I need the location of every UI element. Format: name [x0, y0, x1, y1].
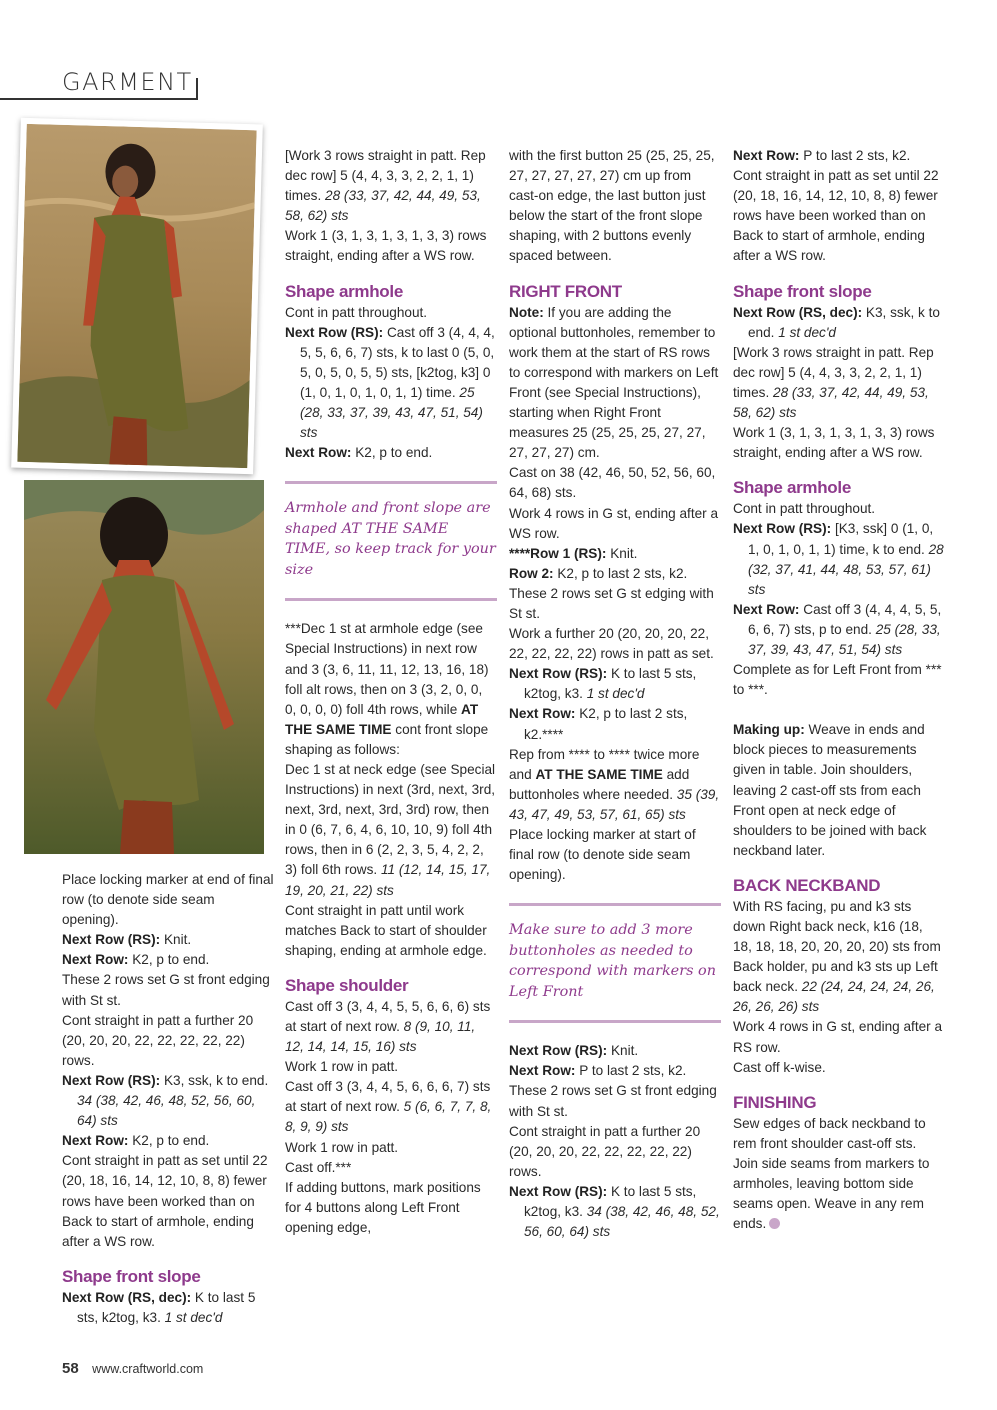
paragraph: Cast off k-wise.: [733, 1059, 826, 1075]
paragraph: Next Row: K2, p to end.: [285, 445, 433, 461]
paragraph: [Work 3 rows straight in patt. Rep dec row] 5 (4, 4, 3, 3, 2, 2, 1, 1) times. 28 (33, 37, 42, 44, 49, 53, 58, 62) sts: [733, 344, 934, 421]
header-rule: [0, 98, 198, 100]
paragraph: Dec 1 st at neck edge (see Special Instructions) in next (3rd, next, 3rd, next, 3rd, next, 3rd, 3rd) row, then in 0 (6, 7, 6, 4, 6, 10, 10, 9) foll 4th rows, then in 6 (2, 2, 3, 5, 4, 2, 2, 3) foll 6th rows. 11 (12, 14, 15, 17, 19, 20, 21, 22) sts: [285, 761, 496, 898]
paragraph: Sew edges of back neckband to rem front shoulder cast-off sts. Join side seams from markers to armholes, leaving bottom side seams open. Weave in any rem ends.: [733, 1115, 930, 1232]
heading-shape-armhole: Shape armhole: [285, 281, 403, 301]
heading-shape-front-slope: Shape front slope: [733, 281, 872, 301]
paragraph: Next Row: P to last 2 sts, k2.: [509, 1063, 687, 1079]
paragraph: Next Row: K2, p to end.: [62, 1133, 210, 1149]
paragraph: Next Row: Cast off 3 (4, 4, 4, 5, 5, 6, 6, 7) sts, p to end. 25 (28, 33, 37, 39, 43, 47, 51, 54) sts: [733, 601, 942, 657]
paragraph: If adding buttons, mark positions for 4 buttons along Left Front opening edge,: [285, 1179, 481, 1235]
paragraph: Work a further 20 (20, 20, 20, 22, 22, 22, 22, 22) rows in patt as set.: [509, 626, 714, 662]
heading-finishing: FINISHING: [733, 1092, 817, 1112]
paragraph: ****Row 1 (RS): Knit.: [509, 545, 638, 561]
header-rule-tick: [196, 78, 198, 100]
column-1: [62, 870, 274, 1328]
paragraph: Next Row (RS): K3, ssk, k to end. 34 (38, 42, 46, 48, 52, 56, 60, 64) sts: [62, 1072, 269, 1129]
page-number: 58: [62, 1360, 79, 1377]
footer-url: www.craftworld.com: [92, 1362, 204, 1376]
paragraph: Cont straight in patt as set until 22 (20, 18, 16, 14, 12, 10, 8, 8) fewer rows have been worked than on Back to start of armhole, ending after a WS row.: [62, 1153, 268, 1249]
callout-buttonholes: Make sure to add 3 more buttonholes as needed to correspond with markers on Left Front: [509, 903, 721, 1023]
heading-back-neckband: BACK NECKBAND: [733, 875, 881, 895]
paragraph: Complete as for Left Front from *** to ***.: [733, 662, 942, 698]
paragraph: Next Row (RS): Knit.: [62, 932, 192, 948]
callout-same-time: Armhole and front slope are shaped AT THE SAME TIME, so keep track for your size: [285, 481, 497, 601]
paragraph: Next Row (RS, dec): K3, ssk, k to end. 1 st dec'd: [733, 304, 940, 340]
paragraph: Next Row (RS): K to last 5 sts, k2tog, k3. 34 (38, 42, 46, 48, 52, 56, 60, 64) sts: [509, 1183, 720, 1240]
paragraph: Cont straight in patt a further 20 (20, 20, 20, 22, 22, 22, 22, 22) rows.: [509, 1123, 701, 1179]
footer: [62, 1360, 203, 1377]
heading-shape-shoulder: Shape shoulder: [285, 975, 409, 995]
paragraph: These 2 rows set G st front edging with St st.: [509, 1083, 717, 1119]
paragraph: With RS facing, pu and k3 sts down Right back neck, k16 (18, 18, 18, 18, 20, 20, 20, 20) sts from Back holder, pu and k3 sts up Left back neck. 22 (24, 24, 24, 24, 26, 26, 26, 26) sts: [733, 898, 941, 1015]
paragraph: Next Row (RS): K to last 5 sts, k2tog, k3. 1 st dec'd: [509, 666, 697, 702]
column-4: [733, 146, 945, 1234]
paragraph: Next Row (RS): [K3, ssk] 0 (1, 0, 1, 0, 1, 0, 1, 1) time, k to end. 28 (32, 37, 41, 44, 48, 53, 57, 61) sts: [733, 521, 944, 597]
paragraph: Next Row (RS, dec): K to last 5 sts, k2tog, k3. 1 st dec'd: [62, 1289, 256, 1325]
paragraph: Next Row: K2, p to end.: [62, 952, 210, 968]
section-title: GARMENT: [62, 68, 193, 96]
paragraph: Making up: Weave in ends and block pieces to measurements given in table. Join shoulders, leaving 2 cast-off sts from each Front open at neck edge of shoulders to be joined with back neckband later.: [733, 722, 927, 858]
heading-shape-armhole: Shape armhole: [733, 478, 851, 498]
paragraph: Place locking marker at start of final row (to denote side seam opening).: [509, 827, 696, 883]
photo-back: [24, 480, 264, 854]
paragraph: Note: If you are adding the optional buttonholes, remember to work them at the start of RS rows to correspond with markers on Left Front (see Special Instructions), starting when Right Front measures 25 (25, 25, 25, 27, 27, 27, 27, 27) cm.: [509, 304, 719, 461]
paragraph: Rep from **** to **** twice more and AT THE SAME TIME add buttonholes where needed. 35 (39, 43, 47, 49, 53, 57, 61, 65) sts: [509, 746, 720, 822]
paragraph: Row 2: K2, p to last 2 sts, k2.: [509, 565, 688, 581]
paragraph: Cont straight in patt as set until 22 (20, 18, 16, 14, 12, 10, 8, 8) fewer rows have been worked than on Back to start of armhole, ending after a WS row.: [733, 168, 939, 264]
paragraph: Cast off 3 (3, 4, 4, 5, 5, 6, 6, 6) sts at start of next row. 8 (9, 10, 11, 12, 14, 14, 15, 16) sts: [285, 998, 491, 1055]
paragraph: Cast off.***: [285, 1159, 352, 1175]
paragraph: These 2 rows set G st edging with St st.: [509, 585, 714, 621]
paragraph: Work 1 row in patt.: [285, 1059, 399, 1075]
paragraph: [Work 3 rows straight in patt. Rep dec row] 5 (4, 4, 3, 3, 2, 2, 1, 1) times. 28 (33, 37, 42, 44, 49, 53, 58, 62) sts: [285, 148, 486, 224]
paragraph: Cast off 3 (3, 4, 4, 5, 6, 6, 6, 7) sts at start of next row. 5 (6, 6, 7, 7, 8, 8, 9, 9) sts: [285, 1079, 492, 1135]
paragraph: Cont in patt throughout.: [285, 304, 428, 320]
column-3: [509, 146, 721, 1242]
paragraph: Work 4 rows in G st, ending after a WS row.: [509, 505, 719, 541]
paragraph: Cont straight in patt until work matches Back to start of shoulder shaping, ending at armhole edge.: [285, 902, 487, 958]
paragraph: with the first button 25 (25, 25, 25, 27, 27, 27, 27, 27) cm up from cast-on edge, the last button just below the start of the front slope shaping, with 2 buttons evenly spaced between.: [509, 148, 715, 264]
heading-right-front: RIGHT FRONT: [509, 281, 622, 301]
paragraph: ***Dec 1 st at armhole edge (see Special Instructions) in next row and 3 (3, 6, 11, 11, 12, 13, 16, 18) foll alt rows, then on 3 (3, 2, 0, 0, 0, 0, 0, 0) foll 4th rows, while AT THE SAME TIME cont front slope shaping as follows:: [285, 621, 489, 757]
paragraph: Next Row (RS): Knit.: [509, 1043, 639, 1059]
paragraph: Place locking marker at end of final row (to denote side seam opening).: [62, 872, 274, 928]
photo-front: [11, 118, 263, 475]
heading-shape-front-slope: Shape front slope: [62, 1266, 201, 1286]
paragraph: Next Row (RS): Cast off 3 (4, 4, 4, 5, 5, 6, 6, 7) sts, k to last 0 (5, 0, 5, 0, 5, 0, 5, 5) sts, [k2tog, k3] 0 (1, 0, 1, 0, 1, 0, 1, 1) time. 25 (28, 33, 37, 39, 43, 47, 51, 54) sts: [285, 324, 495, 441]
paragraph: Next Row: K2, p to last 2 sts, k2.****: [509, 706, 688, 742]
yarn-ball-icon: [769, 1218, 780, 1229]
paragraph: Next Row: P to last 2 sts, k2.: [733, 148, 911, 163]
paragraph: Work 1 (3, 1, 3, 1, 3, 1, 3, 3) rows straight, ending after a WS row.: [733, 425, 935, 461]
paragraph: Cont in patt throughout.: [733, 501, 876, 517]
paragraph: Cast on 38 (42, 46, 50, 52, 56, 60, 64, 68) sts.: [509, 465, 716, 501]
photo-back-image: [24, 480, 264, 854]
photo-front-image: [17, 124, 256, 468]
column-2: [285, 146, 497, 1238]
paragraph: Work 1 (3, 1, 3, 1, 3, 1, 3, 3) rows straight, ending after a WS row.: [285, 228, 487, 264]
paragraph: Work 1 row in patt.: [285, 1139, 399, 1155]
paragraph: Cont straight in patt a further 20 (20, 20, 20, 22, 22, 22, 22, 22) rows.: [62, 1012, 254, 1068]
paragraph: These 2 rows set G st front edging with St st.: [62, 972, 270, 1008]
paragraph: Work 4 rows in G st, ending after a RS row.: [733, 1019, 943, 1055]
